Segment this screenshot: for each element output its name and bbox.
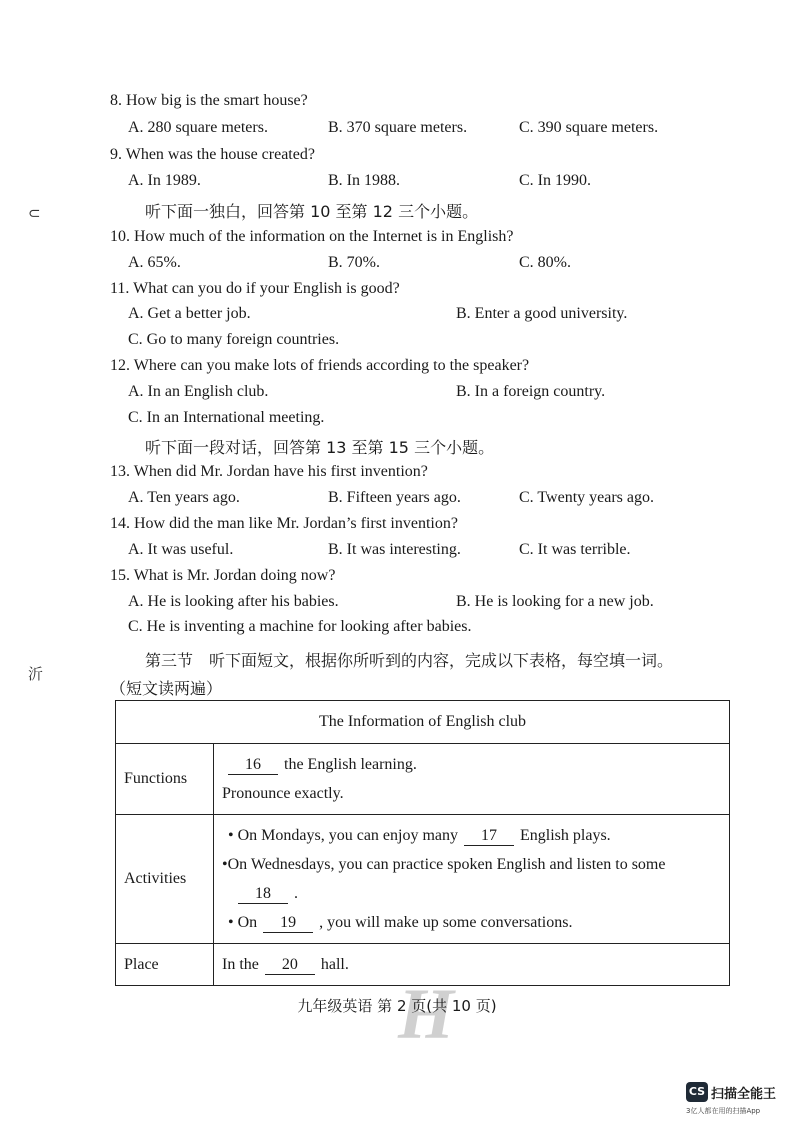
instruction-dialogue: 听下面一段对话，回答第 13 至第 15 三个小题。	[145, 438, 495, 457]
activity-2-pre: •On Wednesdays, you can practice spoken English and listen to some	[222, 856, 666, 873]
question-11: 11. What can you do if your English is good?	[110, 280, 400, 297]
activities-content	[214, 815, 730, 944]
blank-20[interactable]: 20	[265, 956, 315, 975]
q9-option-b: B. In 1988.	[328, 172, 400, 189]
q15-option-a: A. He is looking after his babies.	[128, 593, 339, 610]
scanner-tagline: 3亿人都在用的扫描App	[686, 1107, 761, 1115]
question-15: 15. What is Mr. Jordan doing now?	[110, 567, 336, 584]
scanner-app-name: 扫描全能王	[711, 1086, 777, 1102]
place-label: Place	[116, 944, 214, 986]
activity-3-post: , you will make up some conversations.	[319, 914, 573, 931]
q13-option-b: B. Fifteen years ago.	[328, 489, 461, 506]
activity-2-post: .	[294, 885, 298, 902]
activity-3-pre: • On	[228, 914, 258, 931]
question-12: 12. Where can you make lots of friends according to the speaker?	[110, 357, 530, 374]
q10-option-b: B. 70%.	[328, 254, 380, 271]
question-14: 14. How did the man like Mr. Jordan’s first invention?	[110, 515, 458, 532]
q8-option-a: A. 280 square meters.	[128, 119, 268, 136]
q13-option-c: C. Twenty years ago.	[519, 489, 654, 506]
q8-option-b: B. 370 square meters.	[328, 119, 468, 136]
margin-mark-bottom: 沂	[28, 665, 44, 683]
q14-option-c: C. It was terrible.	[519, 541, 631, 558]
page-footer: 九年级英语 第 2 页(共 10 页)	[297, 997, 497, 1015]
q11-option-c: C. Go to many foreign countries.	[128, 331, 340, 348]
q15-option-b: B. He is looking for a new job.	[456, 593, 654, 610]
q12-option-a: A. In an English club.	[128, 383, 269, 400]
question-9: 9. When was the house created?	[110, 146, 315, 163]
watermark: H	[398, 974, 455, 1054]
blank-16[interactable]: 16	[228, 756, 278, 775]
functions-line1-rest: the English learning.	[284, 756, 417, 773]
functions-label: Functions	[116, 744, 214, 815]
q9-option-a: A. In 1989.	[128, 172, 201, 189]
place-post: hall.	[320, 956, 349, 973]
q13-option-a: A. Ten years ago.	[128, 489, 240, 506]
q14-option-b: B. It was interesting.	[328, 541, 461, 558]
blank-19[interactable]: 19	[263, 914, 313, 933]
place-pre: In the	[222, 956, 259, 973]
scanner-badge	[686, 1082, 777, 1115]
margin-mark-top: ⊂	[28, 204, 41, 222]
functions-line2: Pronounce exactly.	[222, 785, 344, 802]
q12-option-b: B. In a foreign country.	[456, 383, 606, 400]
place-content	[214, 944, 730, 986]
blank-18[interactable]: 18	[238, 885, 288, 904]
section3-note: （短文读两遍）	[110, 679, 223, 698]
question-8: 8. How big is the smart house?	[110, 92, 308, 109]
table-title: The Information of English club	[116, 701, 730, 744]
q15-option-c: C. He is inventing a machine for looking after babies.	[128, 618, 472, 635]
q8-option-c: C. 390 square meters.	[519, 119, 659, 136]
cs-logo-icon: CS	[686, 1082, 708, 1102]
question-10: 10. How much of the information on the Internet is in English?	[110, 228, 514, 245]
q11-option-b: B. Enter a good university.	[456, 305, 628, 322]
activity-1-post: English plays.	[520, 827, 611, 844]
q10-option-a: A. 65%.	[128, 254, 181, 271]
q12-option-c: C. In an International meeting.	[128, 409, 325, 426]
functions-content	[214, 744, 730, 815]
activities-label: Activities	[116, 815, 214, 944]
activity-1-pre: • On Mondays, you can enjoy many	[228, 827, 459, 844]
q10-option-c: C. 80%.	[519, 254, 571, 271]
question-13: 13. When did Mr. Jordan have his first invention?	[110, 463, 428, 480]
q9-option-c: C. In 1990.	[519, 172, 591, 189]
instruction-monologue: 听下面一独白，回答第 10 至第 12 三个小题。	[145, 202, 479, 221]
english-club-table	[115, 700, 730, 986]
q14-option-a: A. It was useful.	[128, 541, 234, 558]
q11-option-a: A. Get a better job.	[128, 305, 251, 322]
blank-17[interactable]: 17	[464, 827, 514, 846]
section3-instruction: 第三节 听下面短文，根据你所听到的内容，完成以下表格，每空填一词。	[145, 651, 674, 670]
